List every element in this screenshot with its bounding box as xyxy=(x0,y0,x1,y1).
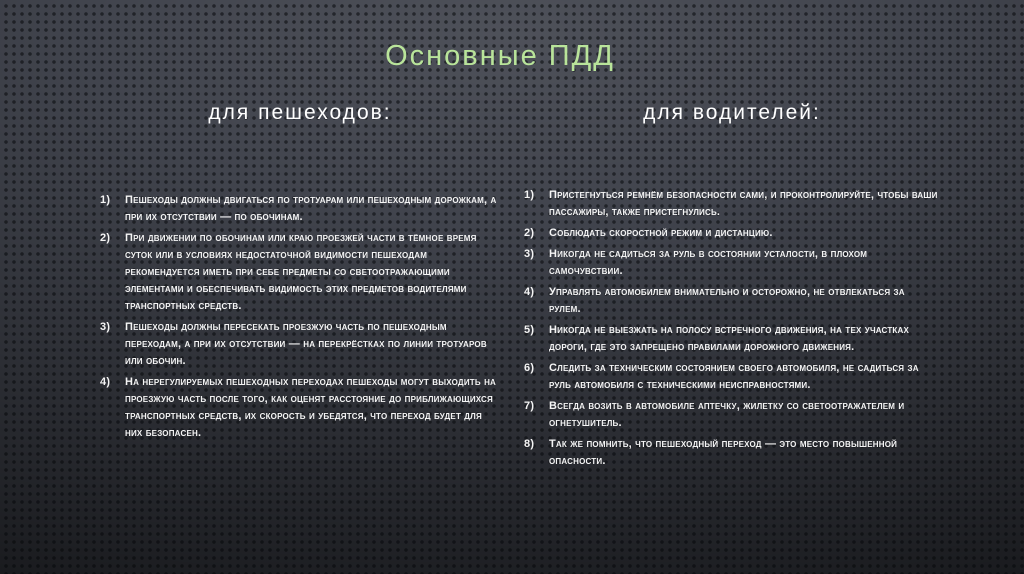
item-number: 7) xyxy=(524,400,535,412)
item-number: 4) xyxy=(100,376,111,388)
list-item xyxy=(524,246,938,280)
slide-title: Основные ПДД xyxy=(385,40,615,72)
list-item xyxy=(524,322,938,356)
item-text: Пристегнуться ремнём безопасности сами, и проконтролируйте, чтобы ваши пассажиры, также пристегнулись. xyxy=(549,189,938,218)
item-text: Пешеходы должны двигаться по тротуарам или пешеходным дорожкам, а при их отсутствии — по обочинам. xyxy=(125,194,497,223)
list-item xyxy=(100,230,498,315)
item-text: Всегда возить в автомобиле аптечку, жилетку со светоотражателем и огнетушитель. xyxy=(549,400,905,429)
item-number: 2) xyxy=(524,227,535,239)
driver-rules-list xyxy=(524,187,938,474)
item-number: 1) xyxy=(524,189,535,201)
column-header-pedestrians: для пешеходов: xyxy=(208,101,392,124)
item-text: Следить за техническим состоянием своего автомобиля, не садиться за руль автомобиля с техническими неисправностями. xyxy=(549,362,919,391)
list-item xyxy=(524,284,938,318)
pedestrian-rules-list xyxy=(100,192,498,446)
list-item xyxy=(524,360,938,394)
item-number: 3) xyxy=(524,248,535,260)
item-text: При движении по обочинам или краю проезжей части в тёмное время суток или в условиях недостаточной видимости пешеходам рекомендуется иметь при себе предметы со светоотражающими элементами и обеспечивать видимость этих предметов водителями транспортных средств. xyxy=(125,232,477,312)
list-item xyxy=(100,374,498,442)
item-number: 2) xyxy=(100,232,111,244)
item-number: 3) xyxy=(100,321,111,333)
item-text: Пешеходы должны пересекать проезжую часть по пешеходным переходам, а при их отсутствии — на перекрёстках по линии тротуаров или обочин. xyxy=(125,321,487,367)
item-number: 5) xyxy=(524,324,535,336)
item-number: 8) xyxy=(524,438,535,450)
list-item xyxy=(100,192,498,226)
list-item xyxy=(524,398,938,432)
item-text: Никогда не садиться за руль в состоянии усталости, в плохом самочувствии. xyxy=(549,248,868,277)
item-text: На нерегулируемых пешеходных переходах пешеходы могут выходить на проезжую часть после того, как оценят расстояние до приближающихся транспортных средств, их скорость и убедятся, что переход будет для них безопасен. xyxy=(125,376,497,439)
item-number: 1) xyxy=(100,194,111,206)
item-number: 6) xyxy=(524,362,535,374)
item-text: Управлять автомобилем внимательно и осторожно, не отвлекаться за рулем. xyxy=(549,286,905,315)
column-header-drivers: для водителей: xyxy=(643,101,821,124)
list-item xyxy=(100,319,498,370)
item-text: Соблюдать скоростной режим и дистанцию. xyxy=(549,227,773,239)
list-item xyxy=(524,225,938,242)
item-text: Так же помнить, что пешеходный переход — это место повышенной опасности. xyxy=(549,438,898,467)
list-item xyxy=(524,436,938,470)
item-text: Никогда не выезжать на полосу встречного движения, на тех участках дороги, где это запрещено правилами дорожного движения. xyxy=(549,324,910,353)
list-item xyxy=(524,187,938,221)
item-number: 4) xyxy=(524,286,535,298)
